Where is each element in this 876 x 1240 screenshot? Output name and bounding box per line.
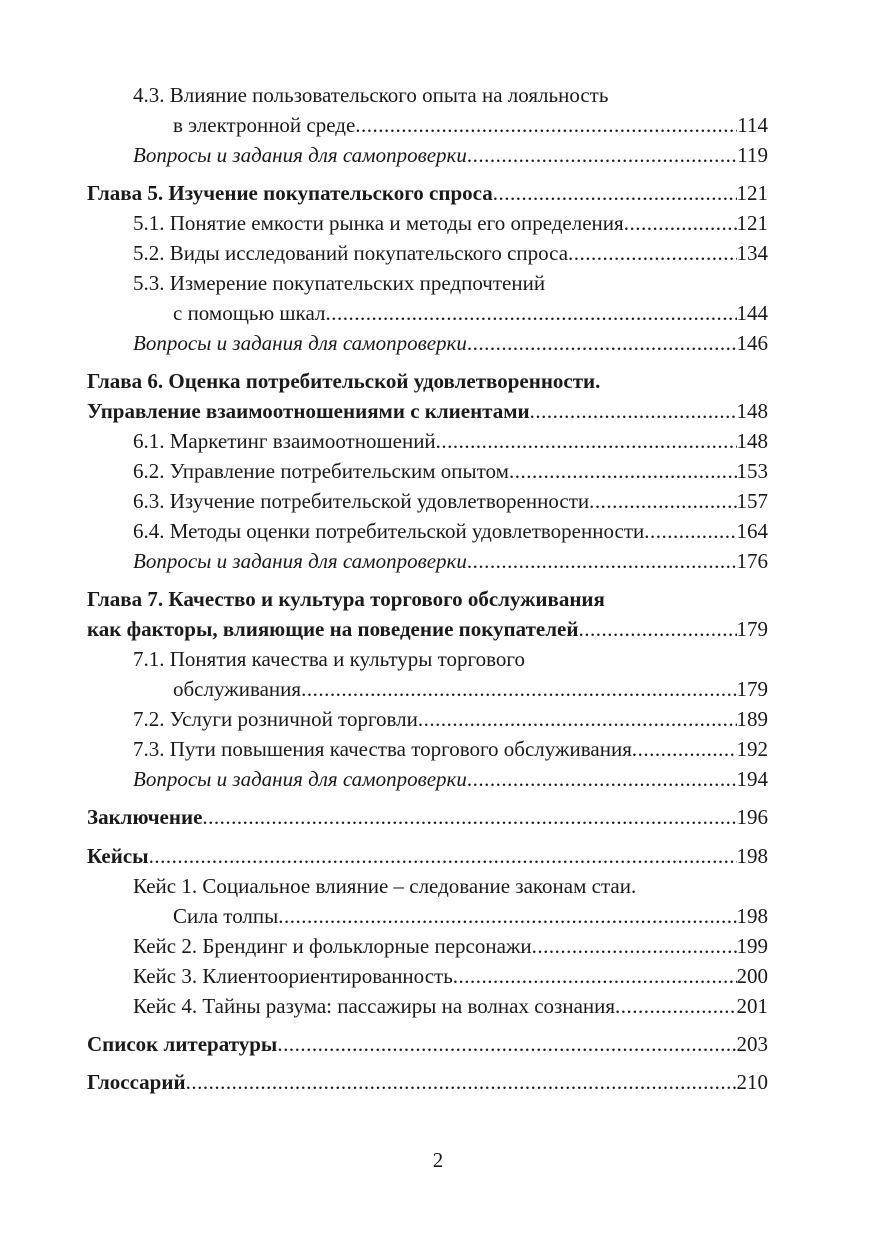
leader-dots — [632, 734, 737, 764]
toc-entry-6-2[interactable] — [133, 456, 768, 486]
toc-entry-questions-7[interactable] — [133, 764, 768, 794]
toc-page-number: 200 — [736, 964, 768, 988]
toc-entry-title: Кейсы — [87, 844, 149, 868]
toc-page-number: 164 — [736, 519, 768, 543]
leader-dots — [278, 901, 736, 931]
toc-page-number: 176 — [736, 549, 768, 573]
leader-dots — [509, 456, 737, 486]
toc-entry-title: обслуживания — [173, 677, 302, 701]
toc-page-number: 121 — [736, 211, 768, 235]
toc-page-number: 192 — [736, 737, 768, 761]
toc-entry-title: 5.2. Виды исследований покупательского спроса — [133, 241, 569, 265]
toc-entry-title: Вопросы и задания для самопроверки — [133, 767, 467, 791]
leader-dots — [202, 802, 736, 832]
toc-entry-title: Глава 5. Изучение покупательского спроса — [87, 181, 493, 205]
toc-entry-title: Вопросы и задания для самопроверки — [133, 143, 467, 167]
toc-entry-title: Вопросы и задания для самопроверки — [133, 549, 467, 573]
toc-entry-title: Список литературы — [87, 1032, 278, 1056]
toc-page-number: 198 — [736, 904, 768, 928]
toc-entry-title: Кейс 2. Брендинг и фольклорные персонажи — [133, 934, 532, 958]
toc-entry-6-1[interactable] — [133, 426, 768, 456]
toc-page-number: 157 — [736, 489, 768, 513]
toc-entry-title: Заключение — [87, 805, 203, 829]
toc-entry-7-1[interactable] — [133, 644, 768, 674]
toc-entry-7-3[interactable] — [133, 734, 768, 764]
toc-entry-title: 6.4. Методы оценки потребительской удовлетворенности — [133, 519, 645, 543]
toc-entry-6-3[interactable] — [133, 486, 768, 516]
leader-dots — [436, 426, 737, 456]
toc-entry-title: 5.1. Понятие емкости рынка и методы его определения — [133, 211, 624, 235]
toc-entry-title: Глоссарий — [87, 1070, 186, 1094]
toc-chapter-7-cont[interactable] — [87, 614, 768, 644]
toc-entry-title: 7.1. Понятия качества и культуры торгового — [133, 647, 525, 671]
leader-dots — [467, 140, 737, 170]
toc-entry-title: Глава 6. Оценка потребительской удовлетворенности. — [87, 369, 601, 393]
leader-dots — [467, 764, 737, 794]
leader-dots — [589, 486, 736, 516]
toc-chapter-6[interactable] — [87, 366, 768, 396]
leader-dots — [301, 674, 736, 704]
toc-cases[interactable] — [87, 841, 768, 871]
toc-case-2[interactable] — [133, 931, 768, 961]
leader-dots — [355, 110, 737, 140]
toc-page-number: 203 — [736, 1032, 768, 1056]
toc-conclusion[interactable] — [87, 802, 768, 832]
toc-chapter-5[interactable] — [87, 178, 768, 208]
leader-dots — [568, 238, 736, 268]
toc-entry-7-2[interactable] — [133, 704, 768, 734]
toc-chapter-7[interactable] — [87, 584, 768, 614]
toc-page-number: 148 — [736, 429, 768, 453]
leader-dots — [467, 546, 737, 576]
leader-dots — [418, 704, 737, 734]
toc-entry-title: Кейс 4. Тайны разума: пассажиры на волнах сознания — [133, 994, 616, 1018]
toc-entry-title: Вопросы и задания для самопроверки — [133, 331, 467, 355]
toc-case-1[interactable] — [133, 871, 768, 901]
toc-entry-title: 5.3. Измерение покупательских предпочтений — [133, 271, 546, 295]
leader-dots — [530, 396, 737, 426]
toc-page-number: 119 — [737, 143, 768, 167]
leader-dots — [325, 298, 736, 328]
toc-entry-questions-4[interactable] — [133, 140, 768, 170]
toc-entry-title: в электронной среде — [173, 113, 356, 137]
leader-dots — [624, 208, 737, 238]
leader-dots — [453, 961, 737, 991]
toc-page-number: 148 — [736, 399, 768, 423]
toc-case-3[interactable] — [133, 961, 768, 991]
toc-page-number: 194 — [736, 767, 768, 791]
toc-chapter-6-cont[interactable] — [87, 396, 768, 426]
toc-page-number: 179 — [736, 617, 768, 641]
toc-page-number: 189 — [736, 707, 768, 731]
toc-page-number: 199 — [736, 934, 768, 958]
leader-dots — [644, 516, 736, 546]
toc-entry-5-1[interactable] — [133, 208, 768, 238]
leader-dots — [149, 841, 737, 871]
toc-case-4[interactable] — [133, 991, 768, 1021]
toc-entry-4-3-cont[interactable] — [173, 110, 768, 140]
toc-entry-questions-6[interactable] — [133, 546, 768, 576]
toc-page-number: 144 — [736, 301, 768, 325]
page-number: 2 — [432, 1148, 444, 1172]
toc-page-number: 196 — [736, 805, 768, 829]
toc-page-number: 121 — [736, 181, 768, 205]
toc-entry-questions-5[interactable] — [133, 328, 768, 358]
toc-entry-title: Управление взаимоотношениями с клиентами — [87, 399, 530, 423]
toc-entry-5-3-cont[interactable] — [173, 298, 768, 328]
leader-dots — [578, 614, 736, 644]
toc-entry-6-4[interactable] — [133, 516, 768, 546]
toc-page-number: 179 — [736, 677, 768, 701]
leader-dots — [277, 1029, 736, 1059]
toc-page-number: 134 — [736, 241, 768, 265]
toc-entry-5-2[interactable] — [133, 238, 768, 268]
toc-case-1-cont[interactable] — [173, 901, 768, 931]
toc-references[interactable] — [87, 1029, 768, 1059]
toc-page-number: 198 — [736, 844, 768, 868]
toc-entry-title: 6.2. Управление потребительским опытом — [133, 459, 509, 483]
toc-page-number: 146 — [736, 331, 768, 355]
toc-page-number: 201 — [736, 994, 768, 1018]
toc-entry-title: 6.3. Изучение потребительской удовлетворенности — [133, 489, 590, 513]
toc-entry-title: Кейс 3. Клиентоориентированность — [133, 964, 453, 988]
toc-entry-7-1-cont[interactable] — [173, 674, 768, 704]
toc-page-number: 153 — [736, 459, 768, 483]
toc-entry-title: Кейс 1. Социальное влияние – следование законам стаи. — [133, 874, 637, 898]
toc-entry-5-3[interactable] — [133, 268, 768, 298]
leader-dots — [615, 991, 736, 1021]
leader-dots — [493, 178, 737, 208]
toc-entry-title: 4.3. Влияние пользовательского опыта на лояльность — [133, 83, 609, 107]
toc-entry-title: Глава 7. Качество и культура торгового обслуживания — [87, 587, 605, 611]
toc-entry-title: как факторы, влияющие на поведение покупателей — [87, 617, 579, 641]
toc-entry-title: с помощью шкал — [173, 301, 326, 325]
leader-dots — [186, 1067, 737, 1097]
toc-entry-title: Сила толпы — [173, 904, 279, 928]
toc-page-number: 210 — [736, 1070, 768, 1094]
toc-entry-title: 6.1. Маркетинг взаимоотношений — [133, 429, 436, 453]
toc-entry-title: 7.2. Услуги розничной торговли — [133, 707, 418, 731]
toc-page-number: 114 — [737, 113, 768, 137]
toc-glossary[interactable] — [87, 1067, 768, 1097]
leader-dots — [467, 328, 737, 358]
leader-dots — [532, 931, 737, 961]
toc-entry-4-3[interactable] — [133, 80, 768, 110]
toc-entry-title: 7.3. Пути повышения качества торгового обслуживания — [133, 737, 632, 761]
